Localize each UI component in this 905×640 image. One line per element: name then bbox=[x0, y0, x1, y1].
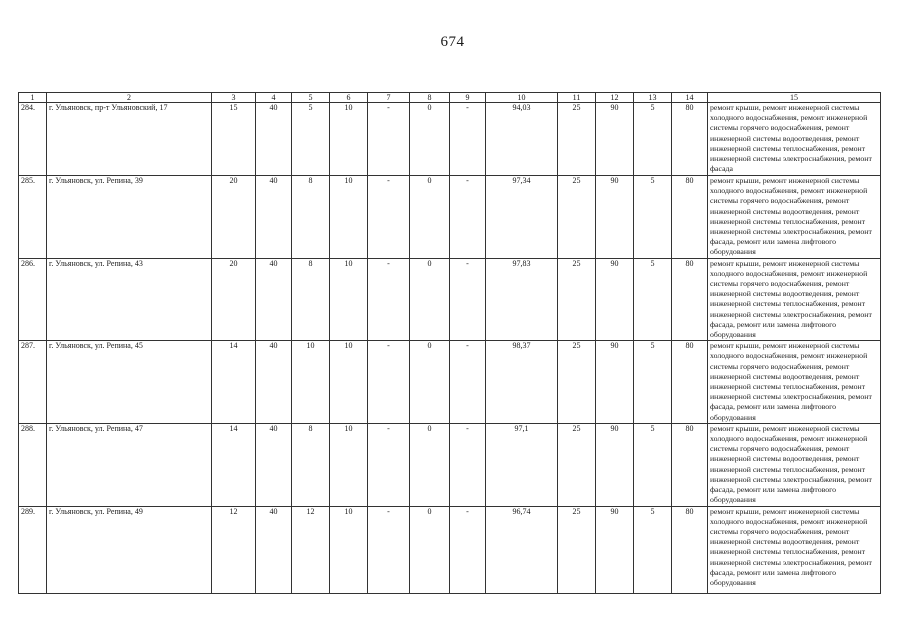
cell-col4: 40 bbox=[256, 258, 292, 341]
cell-col9: - bbox=[450, 506, 486, 593]
cell-col12: 90 bbox=[596, 341, 634, 424]
column-header: 12 bbox=[596, 93, 634, 103]
cell-col7: - bbox=[368, 258, 410, 341]
row-number: 285. bbox=[19, 176, 47, 259]
column-header: 1 bbox=[19, 93, 47, 103]
cell-col12: 90 bbox=[596, 103, 634, 176]
cell-col5: 12 bbox=[292, 506, 330, 593]
column-header: 15 bbox=[708, 93, 881, 103]
works-cell: ремонт крыши, ремонт инженерной системы холодного водоснабжения, ремонт инженерной системы горячего водоснабжения, ремонт инженерной системы водоотведения, ремонт инженерной системы теплоснабжения, ремонт инженерной системы электроснабжения, ремонт фасада, ремонт или замена лифтового оборудования bbox=[708, 258, 881, 341]
cell-col13: 5 bbox=[634, 103, 672, 176]
column-header: 9 bbox=[450, 93, 486, 103]
cell-col10: 97,34 bbox=[486, 176, 558, 259]
column-header: 7 bbox=[368, 93, 410, 103]
row-number: 289. bbox=[19, 506, 47, 593]
address-cell: г. Ульяновск, ул. Репина, 47 bbox=[47, 423, 212, 506]
cell-col4: 40 bbox=[256, 341, 292, 424]
cell-col7: - bbox=[368, 341, 410, 424]
cell-col14: 80 bbox=[672, 423, 708, 506]
address-cell: г. Ульяновск, пр-т Ульяновский, 17 bbox=[47, 103, 212, 176]
cell-col10: 98,37 bbox=[486, 341, 558, 424]
column-header: 3 bbox=[212, 93, 256, 103]
cell-col5: 10 bbox=[292, 341, 330, 424]
cell-col4: 40 bbox=[256, 176, 292, 259]
column-header: 14 bbox=[672, 93, 708, 103]
table-row bbox=[19, 176, 881, 259]
cell-col12: 90 bbox=[596, 176, 634, 259]
cell-col7: - bbox=[368, 506, 410, 593]
cell-col11: 25 bbox=[558, 176, 596, 259]
column-number-row bbox=[19, 93, 881, 103]
cell-col5: 8 bbox=[292, 423, 330, 506]
works-cell: ремонт крыши, ремонт инженерной системы холодного водоснабжения, ремонт инженерной системы горячего водоснабжения, ремонт инженерной системы водоотведения, ремонт инженерной системы теплоснабжения, ремонт инженерной системы электроснабжения, ремонт фасада bbox=[708, 103, 881, 176]
cell-col10: 97,83 bbox=[486, 258, 558, 341]
cell-col3: 15 bbox=[212, 103, 256, 176]
cell-col14: 80 bbox=[672, 103, 708, 176]
cell-col4: 40 bbox=[256, 423, 292, 506]
cell-col11: 25 bbox=[558, 341, 596, 424]
cell-col6: 10 bbox=[330, 423, 368, 506]
column-header: 6 bbox=[330, 93, 368, 103]
works-cell: ремонт крыши, ремонт инженерной системы холодного водоснабжения, ремонт инженерной системы горячего водоснабжения, ремонт инженерной системы водоотведения, ремонт инженерной системы теплоснабжения, ремонт инженерной системы электроснабжения, ремонт фасада, ремонт или замена лифтового оборудования bbox=[708, 341, 881, 424]
cell-col4: 40 bbox=[256, 506, 292, 593]
cell-col9: - bbox=[450, 341, 486, 424]
table-row bbox=[19, 258, 881, 341]
column-header: 10 bbox=[486, 93, 558, 103]
cell-col14: 80 bbox=[672, 341, 708, 424]
cell-col11: 25 bbox=[558, 103, 596, 176]
cell-col13: 5 bbox=[634, 258, 672, 341]
column-header: 4 bbox=[256, 93, 292, 103]
cell-col7: - bbox=[368, 176, 410, 259]
cell-col12: 90 bbox=[596, 423, 634, 506]
cell-col13: 5 bbox=[634, 176, 672, 259]
row-number: 286. bbox=[19, 258, 47, 341]
cell-col6: 10 bbox=[330, 341, 368, 424]
cell-col6: 10 bbox=[330, 506, 368, 593]
cell-col11: 25 bbox=[558, 423, 596, 506]
column-header: 13 bbox=[634, 93, 672, 103]
row-number: 288. bbox=[19, 423, 47, 506]
cell-col8: 0 bbox=[410, 506, 450, 593]
column-header: 8 bbox=[410, 93, 450, 103]
cell-col14: 80 bbox=[672, 506, 708, 593]
cell-col8: 0 bbox=[410, 103, 450, 176]
cell-col12: 90 bbox=[596, 258, 634, 341]
page-number: 674 bbox=[440, 34, 465, 50]
table-row bbox=[19, 506, 881, 593]
cell-col14: 80 bbox=[672, 258, 708, 341]
cell-col9: - bbox=[450, 423, 486, 506]
address-cell: г. Ульяновск, ул. Репина, 49 bbox=[47, 506, 212, 593]
cell-col11: 25 bbox=[558, 258, 596, 341]
cell-col14: 80 bbox=[672, 176, 708, 259]
table-row bbox=[19, 103, 881, 176]
cell-col5: 8 bbox=[292, 176, 330, 259]
column-header: 5 bbox=[292, 93, 330, 103]
cell-col5: 8 bbox=[292, 258, 330, 341]
repair-program-table bbox=[18, 92, 881, 594]
works-cell: ремонт крыши, ремонт инженерной системы холодного водоснабжения, ремонт инженерной системы горячего водоснабжения, ремонт инженерной системы водоотведения, ремонт инженерной системы теплоснабжения, ремонт инженерной системы электроснабжения, ремонт фасада, ремонт или замена лифтового оборудования bbox=[708, 506, 881, 593]
cell-col8: 0 bbox=[410, 176, 450, 259]
cell-col9: - bbox=[450, 258, 486, 341]
cell-col10: 97,1 bbox=[486, 423, 558, 506]
cell-col10: 94,03 bbox=[486, 103, 558, 176]
cell-col7: - bbox=[368, 423, 410, 506]
works-cell: ремонт крыши, ремонт инженерной системы холодного водоснабжения, ремонт инженерной системы горячего водоснабжения, ремонт инженерной системы водоотведения, ремонт инженерной системы теплоснабжения, ремонт инженерной системы электроснабжения, ремонт фасада, ремонт или замена лифтового оборудования bbox=[708, 176, 881, 259]
cell-col12: 90 bbox=[596, 506, 634, 593]
column-header: 11 bbox=[558, 93, 596, 103]
cell-col6: 10 bbox=[330, 176, 368, 259]
cell-col13: 5 bbox=[634, 341, 672, 424]
row-number: 284. bbox=[19, 103, 47, 176]
works-cell: ремонт крыши, ремонт инженерной системы холодного водоснабжения, ремонт инженерной системы горячего водоснабжения, ремонт инженерной системы водоотведения, ремонт инженерной системы теплоснабжения, ремонт инженерной системы электроснабжения, ремонт фасада, ремонт или замена лифтового оборудования bbox=[708, 423, 881, 506]
address-cell: г. Ульяновск, ул. Репина, 39 bbox=[47, 176, 212, 259]
table-row bbox=[19, 341, 881, 424]
column-header: 2 bbox=[47, 93, 212, 103]
row-number: 287. bbox=[19, 341, 47, 424]
cell-col3: 14 bbox=[212, 341, 256, 424]
cell-col3: 12 bbox=[212, 506, 256, 593]
cell-col5: 5 bbox=[292, 103, 330, 176]
cell-col4: 40 bbox=[256, 103, 292, 176]
cell-col6: 10 bbox=[330, 103, 368, 176]
cell-col3: 20 bbox=[212, 176, 256, 259]
cell-col7: - bbox=[368, 103, 410, 176]
cell-col13: 5 bbox=[634, 506, 672, 593]
address-cell: г. Ульяновск, ул. Репина, 43 bbox=[47, 258, 212, 341]
cell-col3: 20 bbox=[212, 258, 256, 341]
cell-col6: 10 bbox=[330, 258, 368, 341]
address-cell: г. Ульяновск, ул. Репина, 45 bbox=[47, 341, 212, 424]
cell-col13: 5 bbox=[634, 423, 672, 506]
cell-col9: - bbox=[450, 176, 486, 259]
cell-col8: 0 bbox=[410, 423, 450, 506]
cell-col8: 0 bbox=[410, 341, 450, 424]
table-row bbox=[19, 423, 881, 506]
cell-col8: 0 bbox=[410, 258, 450, 341]
cell-col11: 25 bbox=[558, 506, 596, 593]
cell-col10: 96,74 bbox=[486, 506, 558, 593]
cell-col9: - bbox=[450, 103, 486, 176]
cell-col3: 14 bbox=[212, 423, 256, 506]
